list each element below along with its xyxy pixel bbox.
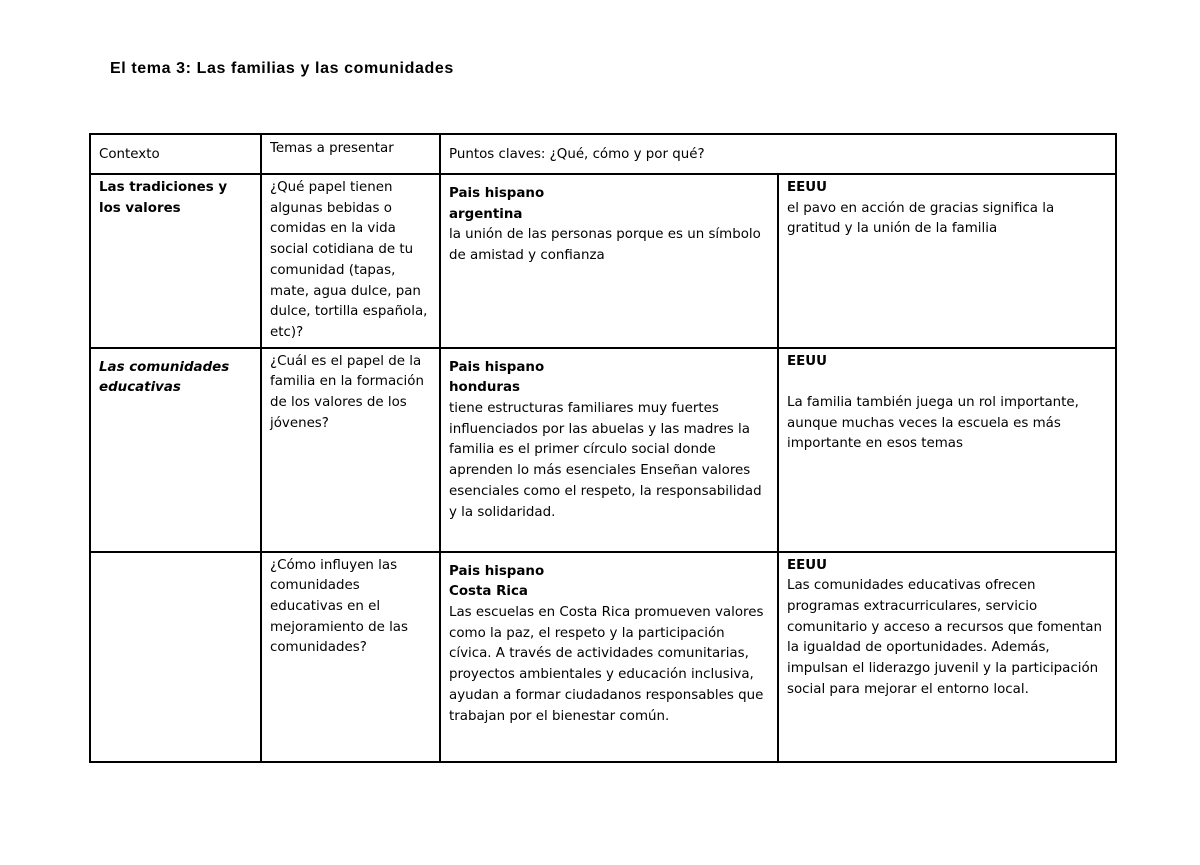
tema-cell — [261, 552, 440, 762]
hispano-label: Pais hispano — [449, 186, 545, 201]
header-temas-cell — [261, 134, 440, 174]
contexto-cell — [90, 348, 261, 552]
contexto-cell — [90, 552, 261, 762]
table-row — [90, 348, 1116, 552]
tema-text: ¿Qué papel tienen algunas bebidas o comidas en la vida social cotidiana de tu comunidad (tapas, mate, agua dulce, pan dulce, tortilla española, etc)? — [270, 180, 428, 340]
header-temas: Temas a presentar — [270, 141, 394, 156]
hispano-label: Pais hispano — [449, 563, 545, 579]
eeuu-label: EEUU — [787, 557, 828, 573]
eeuu-text: La familia también juega un rol importante, aunque muchas veces la escuela es más importante en esos temas — [787, 395, 1079, 452]
hispano-text: Las escuelas en Costa Rica promueven valores como la paz, el respeto y la participación cívica. A través de actividades comunitarias, proyectos ambientales y educación inclusiva, ayudan a formar ciudadanos responsables que trabajan por el bienestar común. — [449, 605, 764, 724]
topics-table — [89, 133, 1117, 763]
eeuu-cell — [778, 552, 1116, 762]
table-row — [90, 552, 1116, 762]
hispano-cell — [440, 552, 778, 762]
header-puntos-cell — [440, 134, 1116, 174]
header-contexto-cell — [90, 134, 261, 174]
tema-text: ¿Cuál es el papel de la familia en la formación de los valores de los jóvenes? — [270, 353, 424, 431]
spacer — [787, 372, 1107, 393]
hispano-country: honduras — [449, 380, 520, 396]
hispano-label: Pais hispano — [449, 359, 545, 375]
hispano-text: la unión de las personas porque es un símbolo de amistad y confianza — [449, 227, 761, 264]
eeuu-cell — [778, 348, 1116, 552]
document-title: El tema 3: Las familias y las comunidades — [110, 60, 454, 77]
hispano-text: tiene estructuras familiares muy fuertes influenciados por las abuelas y las madres la familia es el primer círculo social donde aprenden lo más esenciales Enseñan valores esenciales como el respeto, la responsabilidad y la solidaridad. — [449, 401, 762, 520]
table-header-row — [90, 134, 1116, 174]
contexto-cell — [90, 174, 261, 348]
hispano-country: Costa Rica — [449, 584, 528, 600]
hispano-cell — [440, 348, 778, 552]
hispano-cell — [440, 174, 778, 348]
header-contexto: Contexto — [99, 147, 160, 162]
eeuu-label: EEUU — [787, 353, 828, 369]
tema-text: ¿Cómo influyen las comunidades educativas en el mejoramiento de las comunidades? — [270, 557, 408, 656]
hispano-country: argentina — [449, 206, 523, 222]
header-puntos: Puntos claves: ¿Qué, cómo y por qué? — [449, 147, 705, 162]
eeuu-cell — [778, 174, 1116, 348]
tema-cell — [261, 174, 440, 348]
contexto-text: Las comunidades educativas — [99, 359, 230, 396]
eeuu-text: el pavo en acción de gracias significa la gratitud y la unión de la familia — [787, 200, 1055, 237]
eeuu-label: EEUU — [787, 180, 828, 195]
tema-cell — [261, 348, 440, 552]
table-row — [90, 174, 1116, 348]
contexto-text: Las tradiciones y los valores — [99, 180, 228, 216]
eeuu-text: Las comunidades educativas ofrecen programas extracurriculares, servicio comunitario y acceso a recursos que fomentan la igualdad de oportunidades. Además, impulsan el liderazgo juvenil y la participación social para mejorar el entorno local. — [787, 578, 1102, 697]
